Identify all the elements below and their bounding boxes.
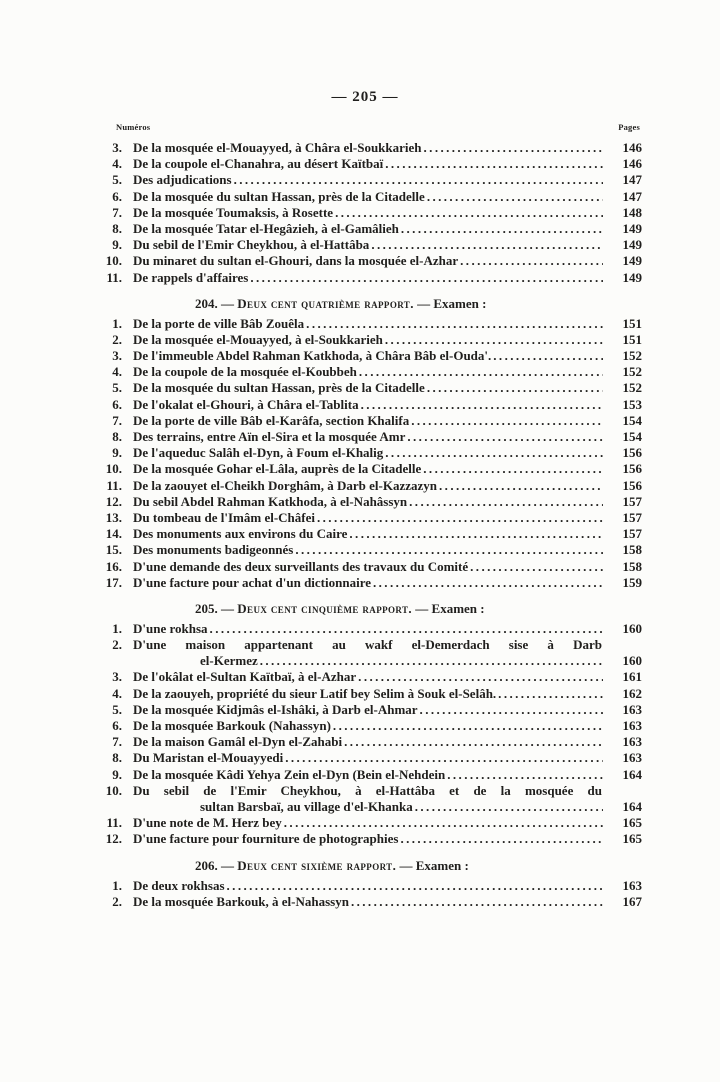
item-number: 1. — [112, 620, 122, 636]
dot-leader — [335, 205, 603, 221]
item-number: 2. — [112, 331, 122, 347]
section-heading-prefix: 206. — — [195, 857, 238, 873]
dot-leader — [427, 189, 603, 205]
item-text: De la mosquée du sultan Hassan, près de la Citadelle — [133, 380, 425, 396]
item-number: 10. — [105, 461, 122, 477]
toc-row — [88, 494, 642, 510]
section-heading-tail: — Examen : — [413, 295, 487, 311]
item-text: De l'aqueduc Salâh el-Dyn, à Foum el-Khalig — [133, 445, 384, 461]
dot-leader — [439, 478, 603, 494]
item-number: 10. — [105, 253, 122, 269]
item-page: 163 — [622, 734, 642, 750]
item-page: 159 — [622, 574, 642, 590]
item-page: 152 — [622, 348, 642, 364]
item-text: D'une rokhsa — [133, 620, 208, 636]
dot-leader — [295, 542, 603, 558]
item-page: 165 — [622, 815, 642, 831]
section-heading-tail: — Examen : — [412, 600, 485, 616]
toc-row — [88, 445, 642, 461]
item-text: De la zaouyeh, propriété du sieur Latif bey Selim à Souk el-Selâh. — [133, 685, 497, 701]
toc-row — [88, 140, 642, 156]
item-number: 8. — [112, 750, 122, 766]
item-page: 152 — [622, 380, 642, 396]
item-page: 167 — [622, 893, 642, 909]
item-page: 154 — [622, 412, 642, 428]
dot-leader — [351, 894, 603, 910]
dot-leader — [493, 348, 603, 364]
toc-row — [88, 559, 642, 575]
dot-leader — [415, 799, 603, 815]
item-text: Des terrains, entre Aïn el-Sira et la mosquée Amr — [133, 429, 406, 444]
item-text: D'une facture pour achat d'un dictionnaire — [133, 574, 371, 590]
item-number: 14. — [105, 526, 122, 542]
dot-leader — [385, 332, 603, 348]
toc-row — [88, 237, 642, 253]
item-text: De la mosquée Barkouk, à el-Nahassyn — [133, 893, 349, 909]
dot-leader — [373, 575, 603, 591]
item-number: 9. — [112, 766, 122, 782]
item-number: 7. — [112, 734, 122, 750]
toc-row — [88, 510, 642, 526]
toc-row — [88, 348, 642, 364]
section-heading-prefix: 204. — — [195, 295, 238, 311]
item-page: 153 — [622, 396, 642, 412]
section-heading-title: Deux cent sixième rapport. — [237, 857, 397, 873]
item-page: 157 — [622, 493, 642, 509]
item-number: 3. — [112, 348, 122, 364]
section-items — [88, 621, 642, 848]
dot-leader — [333, 718, 603, 734]
dot-leader — [210, 621, 603, 637]
section-heading — [88, 601, 642, 617]
item-page: 163 — [622, 701, 642, 717]
item-text: Des monuments aux environs du Caire — [133, 526, 348, 542]
item-text: Du sebil de l'Emir Cheykhou, à el-Hattâba et de la mosquée du — [133, 782, 602, 798]
toc-section — [88, 296, 642, 591]
toc-row — [88, 637, 642, 653]
toc-row — [88, 750, 642, 766]
section-items — [88, 316, 642, 591]
toc-row — [88, 767, 642, 783]
dot-leader — [349, 526, 603, 542]
item-page: 160 — [622, 653, 642, 669]
item-page: 149 — [622, 253, 642, 269]
item-page: 165 — [622, 831, 642, 847]
item-number: 11. — [106, 477, 122, 493]
item-page: 163 — [622, 718, 642, 733]
toc-row — [88, 542, 642, 558]
toc-row — [88, 783, 642, 799]
dot-leader — [460, 253, 603, 269]
item-text: De la coupole el-Chanahra, au désert Kaïtbaï — [133, 156, 384, 172]
toc-row — [88, 702, 642, 718]
section-heading-title: Deux cent cinquième rapport. — [237, 600, 413, 616]
section-items — [88, 878, 642, 910]
item-text: De la coupole de la mosquée el-Koubbeh — [133, 364, 357, 380]
dot-leader — [361, 397, 603, 413]
toc-row — [88, 221, 642, 237]
item-page: 157 — [622, 509, 642, 525]
table-of-contents — [88, 88, 642, 910]
item-text: De l'immeuble Abdel Rahman Katkhoda, à Châra Bâb el-Ouda'. — [133, 348, 492, 364]
item-text: De la zaouyet el-Cheikh Dorghâm, à Darb el-Kazzazyn — [133, 477, 438, 493]
section-items — [88, 140, 642, 286]
item-text: el-Kermez — [200, 653, 258, 669]
item-page: 152 — [622, 364, 642, 380]
item-number: 1. — [112, 315, 122, 331]
item-page: 148 — [622, 204, 642, 220]
item-number: 6. — [112, 188, 122, 204]
item-page: 161 — [622, 669, 642, 685]
toc-row — [88, 669, 642, 685]
dot-leader — [423, 461, 603, 477]
page-number-header: — 205 — — [331, 89, 399, 105]
toc-row — [88, 429, 642, 445]
item-page: 164 — [622, 798, 642, 814]
toc-row — [88, 575, 642, 591]
toc-row — [88, 526, 642, 542]
item-page: 158 — [622, 558, 642, 574]
dot-leader — [420, 702, 603, 718]
item-text: Du sebil de l'Emir Cheykhou, à el-Hattâba — [133, 237, 370, 253]
item-number: 10. — [105, 782, 122, 798]
item-number: 12. — [105, 831, 122, 847]
toc-row — [88, 815, 642, 831]
item-text: Du minaret du sultan el-Ghouri, dans la mosquée el-Azhar — [133, 253, 459, 269]
toc-row — [88, 332, 642, 348]
item-text: Des adjudications — [133, 172, 232, 188]
item-text: Des monuments badigeonnés — [133, 542, 294, 558]
item-page: 158 — [622, 542, 642, 558]
dot-leader — [411, 413, 603, 429]
toc-row — [88, 478, 642, 494]
toc-section — [88, 601, 642, 848]
item-number: 5. — [112, 380, 122, 396]
toc-row — [88, 172, 642, 188]
item-number: 7. — [112, 412, 122, 428]
item-page: 156 — [622, 445, 642, 461]
toc-row — [88, 189, 642, 205]
item-page: 157 — [622, 526, 642, 542]
item-page: 160 — [622, 620, 642, 636]
item-page: 156 — [622, 461, 642, 477]
item-number: 13. — [105, 509, 122, 525]
dot-leader — [358, 669, 603, 685]
item-text: De la porte de ville Bâb Zouêla — [133, 315, 305, 331]
item-text: De l'okalat el-Ghouri, à Châra el-Tablita — [133, 396, 359, 412]
section-heading-title: Deux cent quatrième rapport. — [237, 295, 414, 311]
dot-leader — [317, 510, 603, 526]
item-page: 156 — [622, 477, 642, 493]
item-page: 149 — [622, 237, 642, 253]
toc-row — [88, 316, 642, 332]
toc-section — [88, 858, 642, 910]
item-number: 6. — [112, 718, 122, 733]
toc-row-continuation — [88, 653, 642, 669]
toc-row — [88, 734, 642, 750]
item-text: De la mosquée Toumaksis, à Rosette — [133, 204, 334, 220]
item-page: 163 — [622, 750, 642, 766]
item-number: 8. — [112, 220, 122, 236]
dot-leader — [385, 156, 603, 172]
item-number: 6. — [112, 396, 122, 412]
item-number: 2. — [112, 637, 122, 653]
toc-row — [88, 878, 642, 894]
column-header-numeros: Numéros — [116, 122, 151, 132]
item-text: De rappels d'affaires — [133, 269, 249, 285]
item-page: 147 — [622, 172, 642, 188]
item-text: De la mosquée Kidjmâs el-Ishâki, à Darb el-Ahmar — [133, 701, 418, 717]
section-heading — [88, 858, 642, 874]
dot-leader — [250, 270, 603, 286]
column-header-pages: Pages — [618, 122, 640, 132]
item-text: De la mosquée Barkouk (Nahassyn) — [133, 718, 331, 733]
section-heading — [88, 296, 642, 312]
dot-leader — [285, 750, 603, 766]
dot-leader — [344, 734, 603, 750]
item-page: 151 — [622, 315, 642, 331]
dot-leader — [427, 380, 603, 396]
toc-row-continuation — [88, 799, 642, 815]
dot-leader — [260, 653, 603, 669]
item-text: De la mosquée Gohar el-Lâla, auprès de la Citadelle — [133, 461, 422, 477]
toc-row — [88, 380, 642, 396]
item-text: De la porte de ville Bâb el-Karâfa, section Khalifa — [133, 412, 410, 428]
toc-row — [88, 253, 642, 269]
item-page: 162 — [622, 685, 642, 701]
item-text: D'une demande des deux surveillants des travaux du Comité — [133, 558, 469, 574]
toc-row — [88, 621, 642, 637]
dot-leader — [371, 237, 603, 253]
item-text: D'une maison appartenant au wakf el-Demerdach sise à Darb — [133, 637, 602, 653]
dot-leader — [409, 494, 603, 510]
item-page: 149 — [622, 220, 642, 236]
item-number: 3. — [112, 140, 122, 155]
item-text: De deux rokhsas — [133, 877, 225, 893]
toc-row — [88, 364, 642, 380]
item-number: 4. — [112, 156, 122, 172]
item-text: De l'okâlat el-Sultan Kaïtbaï, à el-Azhar — [133, 669, 357, 685]
toc-row — [88, 156, 642, 172]
item-number: 5. — [112, 701, 122, 717]
item-page: 146 — [622, 140, 642, 155]
item-text: De la mosquée el-Mouayyed, à el-Soukkarieh — [133, 331, 383, 347]
dot-leader — [407, 429, 603, 445]
item-page: 149 — [622, 269, 642, 285]
toc-row — [88, 831, 642, 847]
toc-section — [88, 140, 642, 286]
toc-row — [88, 461, 642, 477]
item-number: 1. — [112, 877, 122, 893]
dot-leader — [470, 559, 603, 575]
dot-leader — [359, 364, 603, 380]
item-number: 7. — [112, 204, 122, 220]
item-text: De la mosquée du sultan Hassan, près de la Citadelle — [133, 188, 425, 204]
item-text: Du Maristan el-Mouayyedi — [133, 750, 284, 766]
item-page: 147 — [622, 188, 642, 204]
toc-row — [88, 718, 642, 734]
item-text: De la mosquée el-Mouayyed, à Châra el-Soukkarieh — [133, 140, 422, 155]
item-number: 3. — [112, 669, 122, 685]
item-number: 4. — [112, 685, 122, 701]
item-number: 16. — [105, 558, 122, 574]
item-number: 4. — [112, 364, 122, 380]
item-number: 8. — [112, 429, 122, 444]
item-number: 12. — [105, 493, 122, 509]
dot-leader — [227, 878, 603, 894]
item-number: 2. — [112, 893, 122, 909]
item-page: 164 — [622, 766, 642, 782]
item-number: 15. — [105, 542, 122, 558]
dot-leader — [306, 316, 603, 332]
item-text: D'une note de M. Herz bey — [133, 815, 282, 831]
item-text: D'une facture pour fourniture de photographies — [133, 831, 399, 847]
item-text: Du tombeau de l'Imâm el-Châfei — [133, 509, 315, 525]
dot-leader — [424, 140, 603, 156]
item-text: Du sebil Abdel Rahman Katkhoda, à el-Nahâssyn — [133, 493, 408, 509]
item-number: 11. — [106, 269, 122, 285]
toc-row — [88, 205, 642, 221]
toc-row — [88, 397, 642, 413]
dot-leader — [385, 445, 603, 461]
toc-row — [88, 270, 642, 286]
item-text: sultan Barsbaï, au village d'el-Khanka — [200, 798, 413, 814]
toc-sections — [88, 140, 642, 910]
item-text: De la mosquée Kâdi Yehya Zein el-Dyn (Bein el-Nehdein — [133, 766, 446, 782]
dot-leader — [284, 815, 603, 831]
dot-leader — [447, 767, 603, 783]
item-text: De la mosquée Tatar el-Hegâzieh, à el-Gamâlieh — [133, 220, 399, 236]
dot-leader — [401, 221, 603, 237]
item-number: 5. — [112, 172, 122, 188]
item-number: 9. — [112, 237, 122, 253]
item-page: 146 — [622, 156, 642, 172]
toc-row — [88, 686, 642, 702]
item-number: 9. — [112, 445, 122, 461]
item-text: De la maison Gamâl el-Dyn el-Zahabi — [133, 734, 343, 750]
dot-leader — [400, 831, 603, 847]
dot-leader — [498, 686, 603, 702]
column-headers — [88, 122, 642, 132]
toc-row — [88, 894, 642, 910]
item-page: 163 — [622, 877, 642, 893]
section-heading-tail: — Examen : — [396, 857, 469, 873]
item-page: 154 — [622, 429, 642, 444]
item-number: 11. — [106, 815, 122, 831]
item-number: 17. — [105, 574, 122, 590]
item-page: 151 — [622, 331, 642, 347]
section-heading-prefix: 205. — — [195, 600, 238, 616]
dot-leader — [234, 172, 603, 188]
toc-row — [88, 413, 642, 429]
